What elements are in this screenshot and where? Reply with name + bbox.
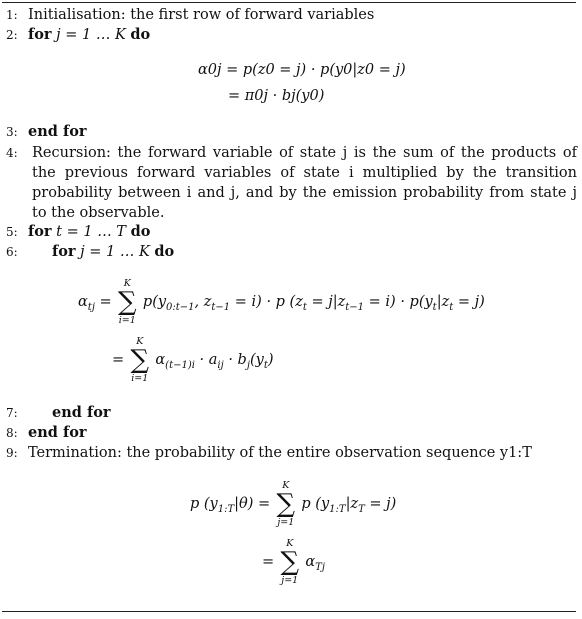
line-number: 1: [6, 8, 18, 22]
algorithm-line-8 [6, 423, 87, 443]
equation-init-line-1: α0j = p(z0 = j) · p(y0|z0 = j) [198, 62, 406, 78]
loop-condition: t = 1 … T [56, 224, 126, 240]
keyword-for: for [28, 223, 52, 240]
keyword-do: do [130, 223, 151, 240]
equation-recursion-line-1: $\alpha_{tj}$ = K ∑ i=1 $p(y_{0:t-1}$, $z_{t-1} = i) \cdot p$ $(z_t = j|z_{t-1} = i) \cdot p(y_t|z_t = j)$ [78, 278, 485, 326]
sum-symbol: K ∑ j=1 [280, 538, 300, 586]
loop-condition: j = 1 … K [56, 27, 126, 43]
keyword-do: do [130, 26, 151, 43]
sum-symbol: K ∑ j=1 [276, 480, 296, 528]
top-rule [2, 2, 576, 3]
algorithm-line-1 [6, 5, 374, 25]
line-number: 7: [6, 406, 18, 420]
keyword-end-for: end for [52, 404, 111, 421]
line-number: 2: [6, 28, 18, 42]
equation-termination-line-1: p $(y_{1:T}|\theta)$ = K ∑ j=1 p $(y_{1:T}|z_T = j)$ [190, 480, 397, 528]
line-number: 9: [6, 446, 18, 460]
algorithm-line-7 [6, 403, 111, 423]
line-number: 8: [6, 426, 18, 440]
equation-termination-line-2: = K ∑ j=1 $\alpha_{Tj}$ [262, 538, 325, 586]
keyword-end-for: end for [28, 123, 87, 140]
algorithm-line-3 [6, 122, 87, 142]
line-number: 4: [6, 146, 18, 160]
line-number: 6: [6, 245, 18, 259]
algorithm-line-6 [6, 242, 174, 262]
algorithm-line-5 [6, 222, 150, 242]
algorithm-line-9 [6, 443, 532, 463]
algorithm-line-2 [6, 25, 150, 45]
keyword-for: for [52, 243, 76, 260]
sum-symbol: K ∑ i=1 [118, 278, 137, 326]
keyword-end-for: end for [28, 424, 87, 441]
equation-recursion-line-2: = K ∑ i=1 $\alpha_{(t-1)i} \cdot a_{ij} \cdot b_j(y_t)$ [112, 336, 274, 384]
sum-symbol: K ∑ i=1 [130, 336, 150, 384]
line-number: 3: [6, 125, 18, 139]
algorithm-line-4-number [6, 143, 28, 163]
line-number: 5: [6, 225, 18, 239]
bottom-rule [2, 611, 576, 612]
loop-condition: j = 1 … K [80, 244, 150, 260]
keyword-do: do [154, 243, 175, 260]
equation-init-line-2: = π0j · bj(y0) [228, 88, 325, 104]
algorithm-line-4-text: Recursion: the forward variable of state j is the sum of the products of the previous forward variables of state i multiplied by the transition probability between i and j, and by the emission probability from state j to the observable. [32, 145, 577, 221]
line-text: Initialisation: the first row of forward variables [28, 7, 375, 23]
keyword-for: for [28, 26, 52, 43]
line-text: Termination: the probability of the entire observation sequence y1:T [28, 445, 532, 461]
